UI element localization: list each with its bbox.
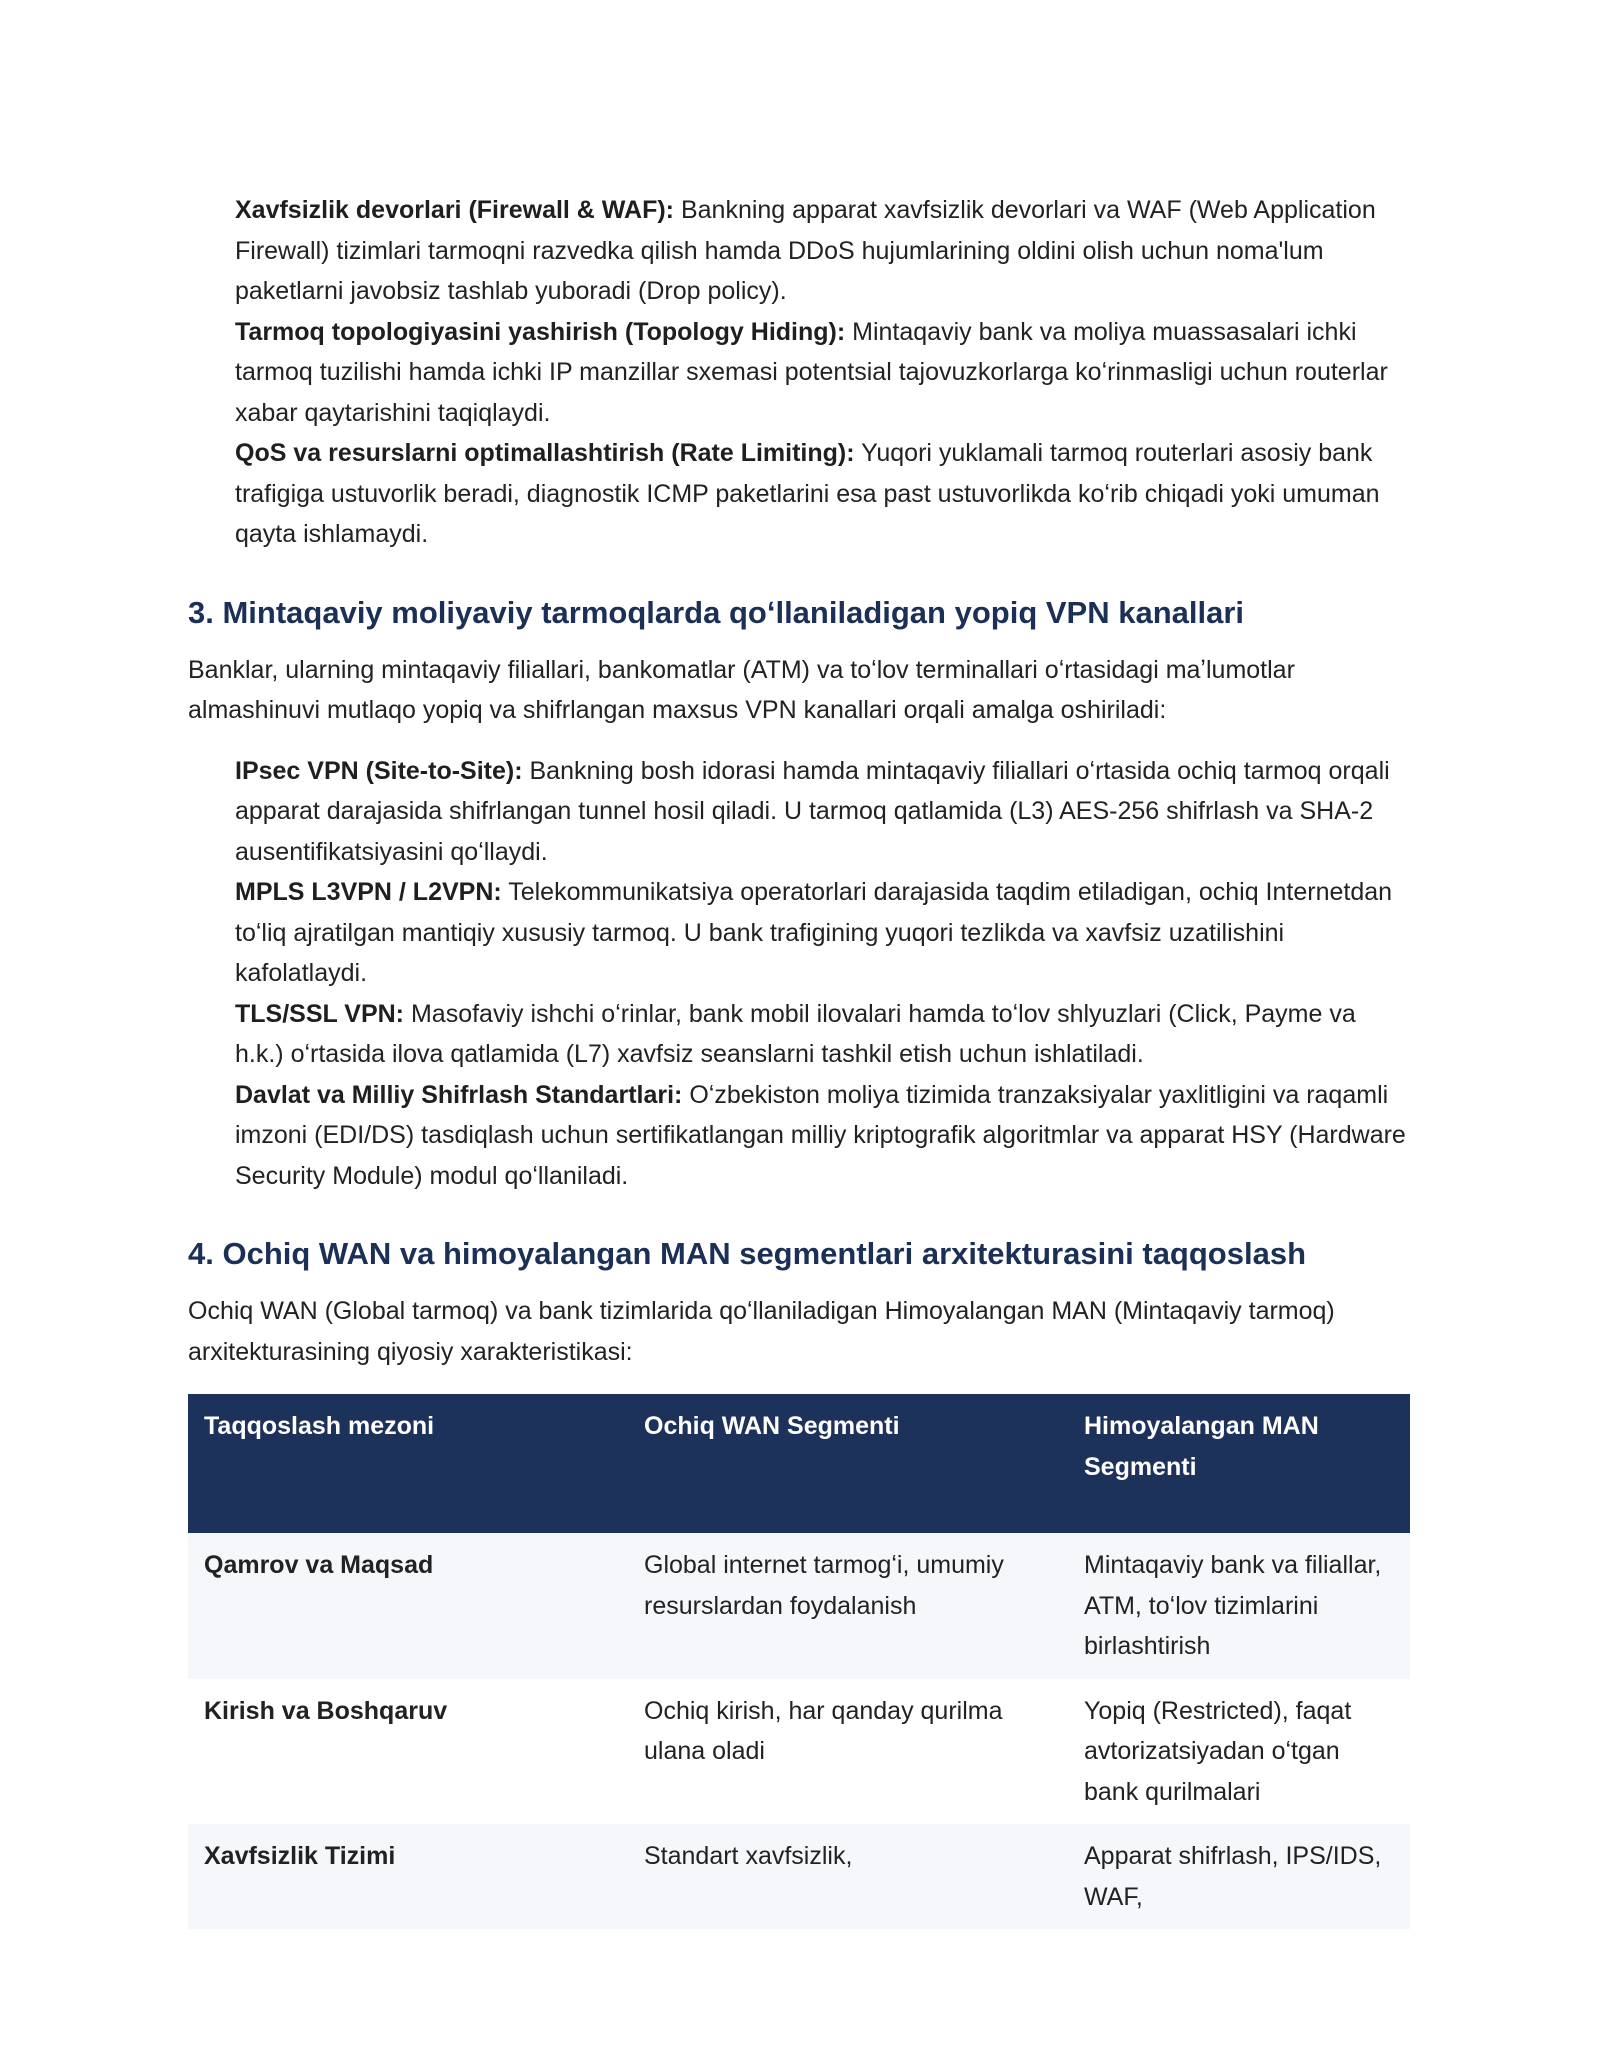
table-cell: Mintaqaviy bank va filiallar, ATM, toʻlov tizimlarini birlashtirish bbox=[1068, 1533, 1410, 1679]
bullet-text: Mintaqaviy bank va moliya muassasalari ichki tarmoq tuzilishi hamda ichki IP manzillar sxemasi potentsial tajovuzkorlarga koʻrinmasligi uchun routerlar xabar qaytarishini taqiqlaydi. bbox=[235, 317, 1388, 427]
table-cell-criterion: Qamrov va Maqsad bbox=[188, 1533, 628, 1679]
table-cell: Ochiq kirish, har qanday qurilma ulana oladi bbox=[628, 1679, 1068, 1825]
table-row bbox=[188, 1533, 1410, 1679]
table-row bbox=[188, 1824, 1410, 1929]
table-header-cell: Ochiq WAN Segmenti bbox=[628, 1394, 1068, 1533]
bullet-text: Bankning bosh idorasi hamda mintaqaviy filiallari oʻrtasida ochiq tarmoq orqali apparat darajasida shifrlangan tunnel hosil qiladi. U tarmoq qatlamida (L3) AES-256 shifrlash va SHA-2 ausentifikatsiyasini qoʻllaydi. bbox=[235, 756, 1390, 866]
section-3-heading: 3. Mintaqaviy moliyaviy tarmoqlarda qoʻllaniladigan yopiq VPN kanallari bbox=[188, 594, 1245, 630]
table-row bbox=[188, 1679, 1410, 1825]
table-cell: Standart xavfsizlik, bbox=[628, 1824, 1068, 1929]
table-cell: Yopiq (Restricted), faqat avtorizatsiyadan oʻtgan bank qurilmalari bbox=[1068, 1679, 1410, 1825]
bullet-item bbox=[235, 994, 1410, 1075]
bullet-list-section-3 bbox=[235, 751, 1410, 1197]
bullet-item bbox=[235, 872, 1410, 994]
table-header-cell: Taqqoslash mezoni bbox=[188, 1394, 628, 1533]
table-cell-criterion: Kirish va Boshqaruv bbox=[188, 1679, 628, 1825]
bullet-text: Oʻzbekiston moliya tizimida tranzaksiyalar yaxlitligini va raqamli imzoni (EDI/DS) tasdiqlash uchun sertifikatlangan milliy kriptografik algoritmlar va apparat HSY (Hardware Security Module) modul qoʻllaniladi. bbox=[235, 1080, 1406, 1190]
table-cell: Global internet tarmogʻi, umumiy resurslardan foydalanish bbox=[628, 1533, 1068, 1679]
bullet-item bbox=[235, 433, 1410, 555]
section-4-intro: Ochiq WAN (Global tarmoq) va bank tizimlarida qoʻllaniladigan Himoyalangan MAN (Mintaqaviy tarmoq) arxitekturasining qiyosiy xarakteristikasi: bbox=[188, 1297, 1335, 1366]
bullet-title: Davlat va Milliy Shifrlash Standartlari: bbox=[235, 1080, 683, 1109]
bullet-list-top bbox=[235, 190, 1410, 555]
bullet-title: Xavfsizlik devorlari (Firewall & WAF): bbox=[235, 196, 675, 224]
bullet-item bbox=[235, 1075, 1410, 1197]
bullet-title: IPsec VPN (Site-to-Site): bbox=[235, 756, 523, 785]
bullet-title: TLS/SSL VPN: bbox=[235, 999, 405, 1028]
document-page bbox=[188, 190, 1410, 1929]
bullet-title: QoS va resurslarni optimallashtirish (Rate Limiting): bbox=[235, 439, 855, 467]
section-4-heading: 4. Ochiq WAN va himoyalangan MAN segmentlari arxitekturasini taqqoslash bbox=[188, 1236, 1307, 1271]
bullet-item bbox=[235, 312, 1410, 434]
bullet-text: Bankning apparat xavfsizlik devorlari va WAF (Web Application Firewall) tizimlari tarmoqni razvedka qilish hamda DDoS hujumlarining oldini olish uchun noma'lum paketlarni javobsiz tashlab yuboradi (Drop policy). bbox=[235, 196, 1376, 305]
bullet-title: MPLS L3VPN / L2VPN: bbox=[235, 878, 502, 906]
section-3-intro: Banklar, ularning mintaqaviy filiallari, bankomatlar (ATM) va toʻlov terminallari oʻrtasidagi maʼlumotlar almashinuvi mutlaqo yopiq va shifrlangan maxsus VPN kanallari orqali amalga oshiriladi: bbox=[188, 655, 1295, 724]
table-cell: Apparat shifrlash, IPS/IDS, WAF, bbox=[1068, 1824, 1410, 1929]
bullet-text: Telekommunikatsiya operatorlari darajasida taqdim etiladigan, ochiq Internetdan toʻliq ajratilgan mantiqiy xususiy tarmoq. U bank trafigining yuqori tezlikda va xavfsiz uzatilishini kafolatlaydi. bbox=[235, 878, 1393, 987]
comparison-table bbox=[188, 1394, 1410, 1929]
bullet-title: Tarmoq topologiyasini yashirish (Topology Hiding): bbox=[235, 317, 846, 346]
table-header-cell: Himoyalangan MAN Segmenti bbox=[1068, 1394, 1410, 1533]
table-header-row bbox=[188, 1394, 1410, 1533]
bullet-item bbox=[235, 751, 1410, 873]
bullet-text: Yuqori yuklamali tarmoq routerlari asosiy bank trafigiga ustuvorlik beradi, diagnostik ICMP paketlarini esa past ustuvorlikda koʻrib chiqadi yoki umuman qayta ishlamaydi. bbox=[235, 439, 1380, 548]
bullet-text: Masofaviy ishchi oʻrinlar, bank mobil ilovalari hamda toʻlov shlyuzlari (Click, Payme va h.k.) oʻrtasida ilova qatlamida (L7) xavfsiz seanslarni tashkil etish uchun ishlatiladi. bbox=[235, 999, 1356, 1068]
table-cell-criterion: Xavfsizlik Tizimi bbox=[188, 1824, 628, 1929]
bullet-item bbox=[235, 190, 1410, 312]
